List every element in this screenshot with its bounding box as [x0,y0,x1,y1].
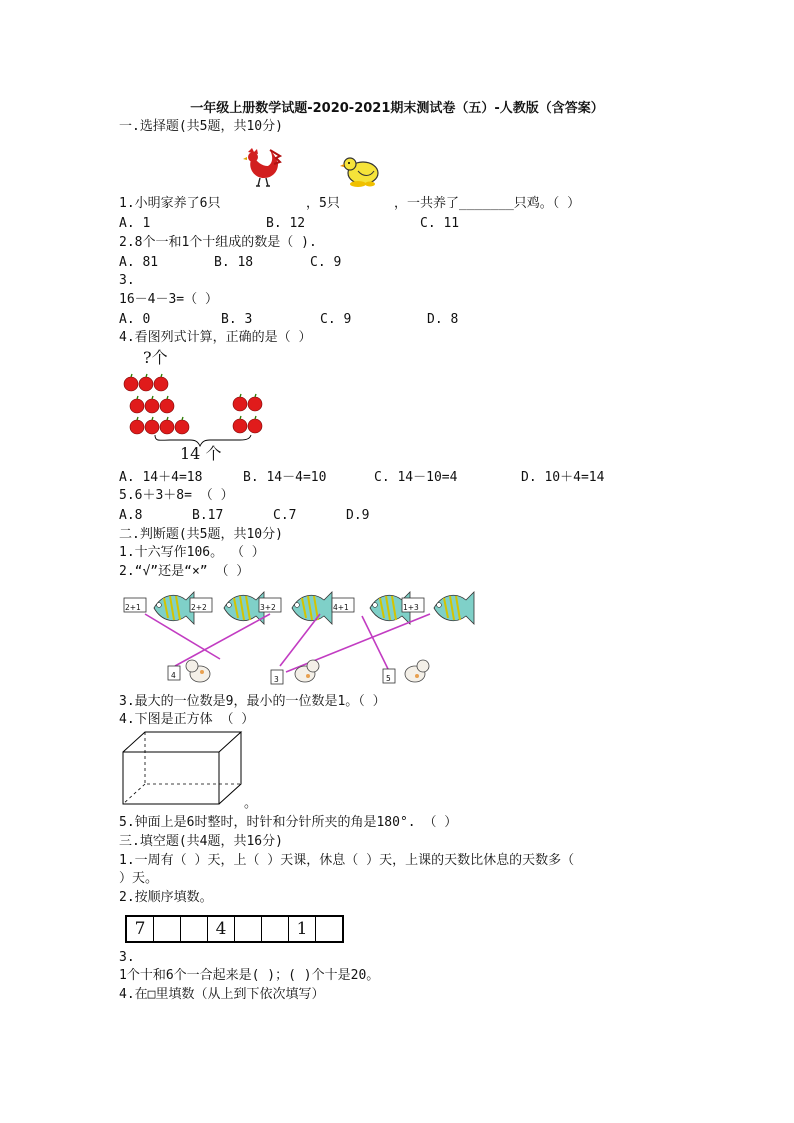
fish-label-4: 4+1 [333,603,349,612]
q3-option-d: D. 8 [427,312,459,327]
q3-option-a: A. 0 [119,312,151,327]
f4-text: 4.在□里填数（从上到下依次填写） [119,987,325,1002]
sequence-cell[interactable] [181,917,208,941]
sequence-cell[interactable]: 1 [289,917,316,941]
cat-label-1: 4 [171,671,176,680]
fish-label-1: 2+1 [125,603,141,612]
q2-option-a: A. 81 [119,255,159,270]
sequence-cell[interactable] [154,917,181,941]
q4-text: 4.看图列式计算，正确的是（ ） [119,330,312,345]
q1-text-b: ，5只 [306,196,340,211]
q4-total-label: 14 个 [180,444,222,463]
q1-text-c: ，一共养了_______只鸡。（ ） [394,196,581,211]
f1-line-1: 1.一周有（ ）天，上（ ）天课，休息（ ）天，上课的天数比休息的天数多（ [119,853,575,868]
q2-text: 2.8个一和1个十组成的数是（ ). [119,235,317,250]
q4-option-d: D. 10＋4=14 [521,470,605,485]
q2-option-b: B. 18 [214,255,254,270]
cat-label-2: 3 [274,675,279,684]
section-heading-fill: 三.填空题(共4题，共16分) [119,834,283,849]
cuboid-figure [121,730,243,806]
q3-text: 16－4－3=（ ） [119,292,218,307]
page-title: 一年级上册数学试题-2020-2021期末测试卷（五）-人教版（含答案） [190,101,604,116]
section-heading-judge: 二.判断题(共5题，共10分) [119,527,283,542]
j2-text: 2.“√”还是“×” （ ） [119,564,250,579]
q4-unknown-label: ?个 [143,348,168,367]
f2-text: 2.按顺序填数。 [119,890,213,905]
q5-option-d: D.9 [346,508,370,523]
q4-option-b: B. 14－4=10 [243,470,327,485]
sequence-cell[interactable] [316,917,342,941]
cat-label-3: 5 [386,674,391,683]
j4-tail: 。 [244,796,258,811]
q1-option-c: C. 11 [420,216,460,231]
sequence-cell[interactable] [235,917,262,941]
q4-option-a: A. 14＋4=18 [119,470,203,485]
q2-option-c: C. 9 [310,255,342,270]
q5-option-a: A.8 [119,508,143,523]
j4-text: 4.下图是正方体 （ ） [119,712,255,727]
q5-text: 5.6＋3＋8= （ ） [119,488,234,503]
f1-line-2: ）天。 [119,871,159,886]
number-sequence-boxes [125,915,344,943]
q1-option-b: B. 12 [266,216,306,231]
q3-option-b: B. 3 [221,312,253,327]
hen-icon [338,153,382,189]
q1-option-a: A. 1 [119,216,151,231]
q3-option-c: C. 9 [320,312,352,327]
fish-label-2: 2+2 [191,603,207,612]
q5-option-b: B.17 [192,508,224,523]
sequence-cell[interactable]: 4 [208,917,235,941]
j5-text: 5.钟面上是6时整时，时针和分针所夹的角是180°. （ ） [119,815,458,830]
rooster-icon [240,146,282,190]
f3-text: 1个十和6个一合起来是( )；( )个十是20。 [119,968,380,983]
sequence-cell[interactable] [262,917,289,941]
fish-label-5: 1+3 [403,603,419,612]
q3-number: 3. [119,273,135,288]
sequence-cell[interactable]: 7 [127,917,154,941]
apples-figure [120,372,270,452]
j1-text: 1.十六写作106。 （ ） [119,545,265,560]
q4-option-c: C. 14－10=4 [374,470,458,485]
section-heading-choice: 一.选择题(共5题，共10分) [119,119,283,134]
q5-option-c: C.7 [273,508,297,523]
fish-label-3: 3+2 [260,603,276,612]
f3-number: 3. [119,950,135,965]
j3-text: 3.最大的一位数是9，最小的一位数是1。（ ） [119,694,386,709]
q1-text-a: 1.小明家养了6只 [119,196,221,211]
